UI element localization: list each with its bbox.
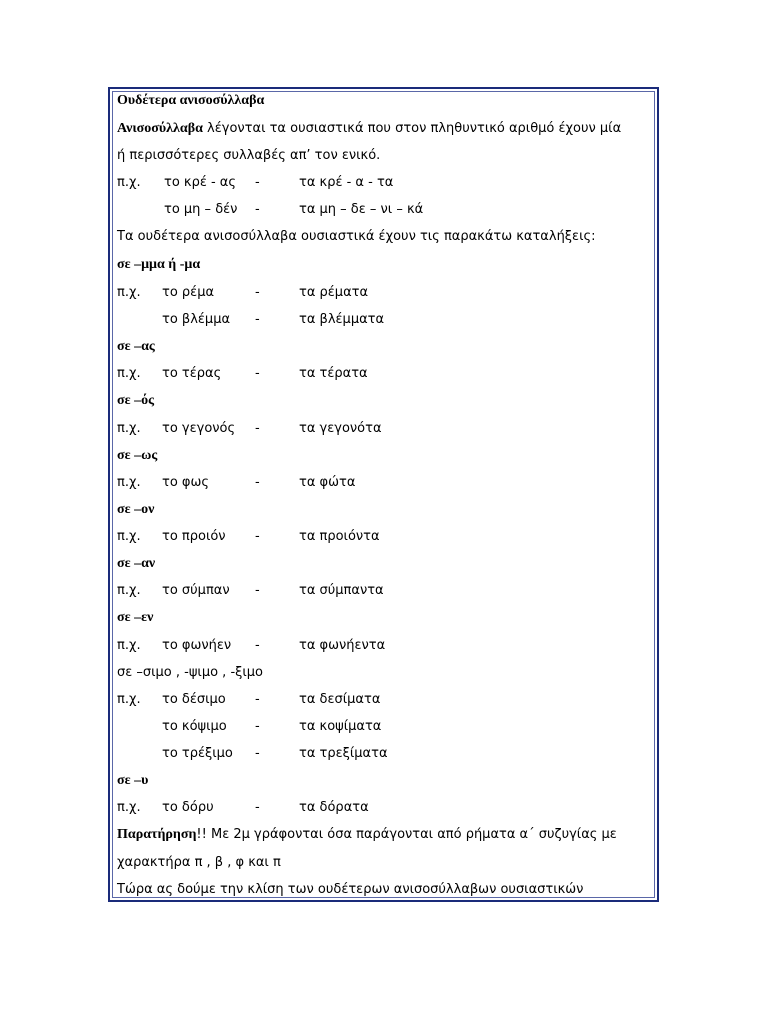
example-prefix: π.χ. <box>117 800 141 815</box>
intro-line-2: ή περισσότερες συλλαβές απ’ τον ενικό. <box>117 148 381 163</box>
group-heading: σε –μμα ή -μα <box>117 257 201 272</box>
example-dash: - <box>255 202 260 217</box>
example-dash: - <box>255 719 260 734</box>
example-plural: τα ρέματα <box>299 285 369 300</box>
group-heading: σε –ως <box>117 448 158 463</box>
example-singular: το κρέ - ας <box>164 175 237 190</box>
example-prefix: π.χ. <box>117 583 141 598</box>
example-singular: το προιόν <box>162 529 226 544</box>
example-prefix: π.χ. <box>117 475 141 490</box>
example-plural: τα τρεξίματα <box>299 746 388 761</box>
example-singular: το φωνήεν <box>162 638 232 653</box>
example-dash: - <box>255 746 260 761</box>
example-plural: τα γεγονότα <box>299 421 382 436</box>
group-heading: σε –εν <box>117 610 154 625</box>
example-dash: - <box>255 366 260 381</box>
note-label: Παρατήρηση <box>117 827 197 842</box>
example-singular: το τέρας <box>162 366 222 381</box>
example-plural: τα βλέμματα <box>299 312 385 327</box>
group-heading: σε –ον <box>117 502 155 517</box>
example-dash: - <box>255 800 260 815</box>
example-singular: το τρέξιμο <box>162 746 233 761</box>
example-plural: τα δεσίματα <box>299 692 381 707</box>
example-singular: το γεγονός <box>162 421 236 436</box>
example-plural: τα δόρατα <box>299 800 369 815</box>
example-plural: τα τέρατα <box>299 366 368 381</box>
example-singular: το μη – δέν <box>164 202 238 217</box>
example-prefix: π.χ. <box>117 692 141 707</box>
example-singular: το φως <box>162 475 210 490</box>
closing-line: Τώρα ας δούμε την κλίση των ουδέτερων ανισοσύλλαβων ουσιαστικών <box>117 882 584 897</box>
example-dash: - <box>255 421 260 436</box>
intro-term: Ανισοσύλλαβα <box>117 121 203 136</box>
example-prefix: π.χ. <box>117 529 141 544</box>
example-singular: το κόψιμο <box>162 719 227 734</box>
example-singular: το δόρυ <box>162 800 214 815</box>
endings-intro: Τα ουδέτερα ανισοσύλλαβα ουσιαστικά έχουν τις παρακάτω καταλήξεις: <box>117 229 596 244</box>
example-plural: τα προιόντα <box>299 529 380 544</box>
example-plural: τα φώτα <box>299 475 356 490</box>
example-plural: τα φωνήεντα <box>299 638 386 653</box>
example-dash: - <box>255 175 260 190</box>
example-dash: - <box>255 475 260 490</box>
example-plural: τα κοψίματα <box>299 719 382 734</box>
example-prefix: π.χ. <box>117 175 141 190</box>
group-heading: σε –ας <box>117 339 155 354</box>
group-heading: σε –σιμο , -ψιμο , -ξιμο <box>117 665 264 680</box>
example-dash: - <box>255 529 260 544</box>
example-prefix: π.χ. <box>117 421 141 436</box>
group-heading: σε –ός <box>117 393 155 408</box>
example-prefix: π.χ. <box>117 285 141 300</box>
example-dash: - <box>255 312 260 327</box>
example-plural: τα μη – δε – νι – κά <box>299 202 424 217</box>
intro-line-1 <box>117 121 621 137</box>
intro-text-1: λέγονται τα ουσιαστικά που στον πληθυντικό αριθμό έχουν μία <box>202 121 622 136</box>
example-singular: το δέσιμο <box>162 692 226 707</box>
example-dash: - <box>255 285 260 300</box>
example-prefix: π.χ. <box>117 638 141 653</box>
example-singular: το βλέμμα <box>162 312 231 327</box>
note-line-1 <box>117 827 617 843</box>
document-title: Ουδέτερα ανισοσύλλαβα <box>117 93 265 108</box>
example-plural: τα σύμπαντα <box>299 583 384 598</box>
example-dash: - <box>255 638 260 653</box>
note-text-1: !! Με 2μ γράφονται όσα παράγονται από ρήματα α΄ συζυγίας με <box>196 827 617 842</box>
example-prefix: π.χ. <box>117 366 141 381</box>
example-singular: το ρέμα <box>162 285 215 300</box>
example-dash: - <box>255 692 260 707</box>
example-singular: το σύμπαν <box>162 583 230 598</box>
group-heading: σε –υ <box>117 773 149 788</box>
example-dash: - <box>255 583 260 598</box>
group-heading: σε –αν <box>117 556 156 571</box>
example-plural: τα κρέ - α - τα <box>299 175 394 190</box>
note-line-2: χαρακτήρα π , β , φ και π <box>117 855 281 870</box>
